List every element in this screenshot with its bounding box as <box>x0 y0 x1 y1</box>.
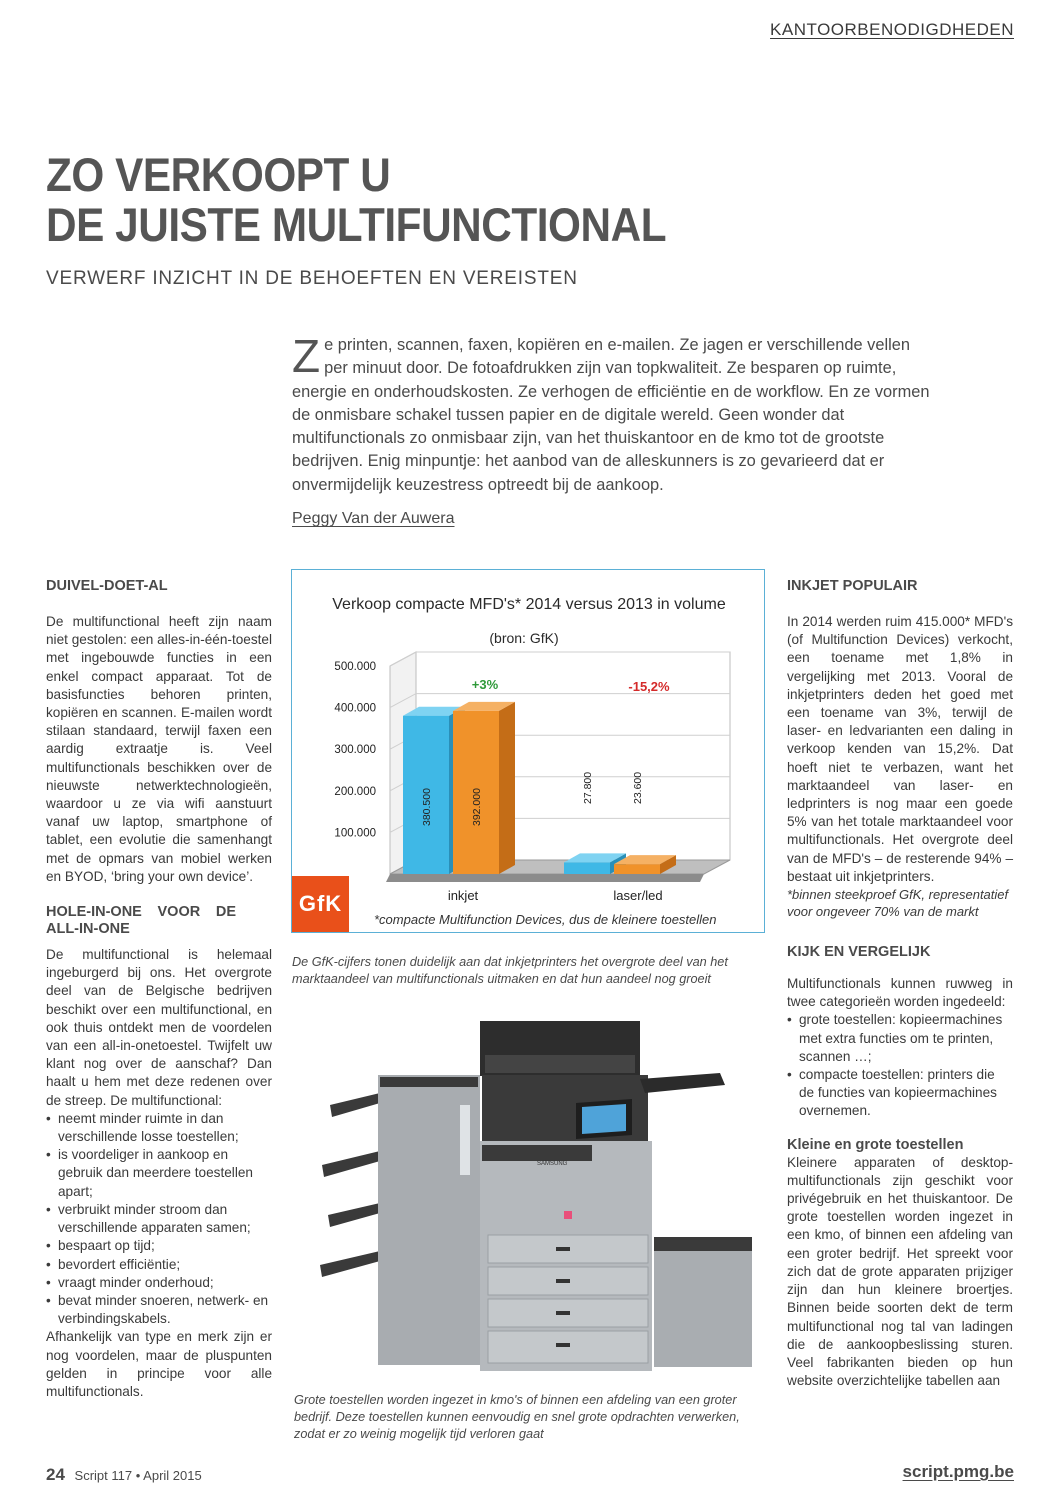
chart-svg <box>292 570 766 934</box>
chart-subtitle: (bron: GfK) <box>489 630 559 646</box>
title-line-1: ZO VERKOOPT U <box>46 148 391 201</box>
page-number: 24 <box>46 1465 65 1484</box>
categories-list <box>787 1011 1013 1120</box>
author-link[interactable]: Peggy Van der Auwera <box>292 510 455 527</box>
paragraph: Multifunctionals kunnen ruwweg in twee categorieën worden ingedeeld: <box>787 976 1013 1010</box>
list-item: • vraagt minder onderhoud; <box>46 1274 272 1292</box>
advantages-list <box>46 1110 272 1328</box>
list-item: • bevat minder snoeren, netwerk- en verbindingskabels. <box>46 1292 272 1328</box>
lead-text: e printen, scannen, faxen, kopiëren en e-mailen. Ze jagen er verschillende vellen per minuut door. De fotoafdrukken zijn van topkwaliteit. Ze besparen op ruimte, energie en onderhoudskosten. Ze verhogen de efficiëntie en de workflow. En ze vormen de onmisbare schakel tussen papier en de digitale wereld. Geen wonder dat multifunctionals zo onmisbaar zijn, van het thuiskantoor en de kmo tot de grootste bedrijven. Enig minpuntje: het aanbod van de alleskunners is zo gevarieerd dat er onvermijdelijk keuzestress optreedt bij de aankoop. <box>292 336 930 494</box>
chart-title: Verkoop compacte MFD's* 2014 versus 2013 in volume <box>332 596 726 613</box>
output-tray <box>640 1073 725 1093</box>
touch-screen <box>582 1104 626 1134</box>
chart-caption: De GfK-cijfers tonen duidelijk aan dat inkjetprinters het overgrote deel van het marktaandeel van multifunctionals uitmaken en dat hun aandeel nog groeit <box>292 955 728 986</box>
list-item: • compacte toestellen: printers die de functies van kopieermachines overnemen. <box>787 1066 1013 1121</box>
y-tick-label: 500.000 <box>334 661 376 673</box>
website-link[interactable]: script.pmg.be <box>902 1462 1014 1481</box>
photo-caption: Grote toestellen worden ingezet in kmo's of binnen een afdeling van een groter bedrijf. Deze toestellen kunnen eenvoudig en snel grote opdrachten verwerken, zodat er zo weinig mogelijk tijd verloren gaat <box>294 1393 740 1441</box>
printer-photo <box>300 1015 760 1385</box>
data-label: 23.600 <box>632 771 644 804</box>
drop-cap: Z <box>292 330 321 382</box>
list-item: • is voordeliger in aankoop en gebruik dan meerdere toestellen apart; <box>46 1146 272 1201</box>
heading-kleine-en-grote: Kleine en grote toestellen <box>787 1136 964 1153</box>
heading-hole-in-one: HOLE-IN-ONE VOOR DE ALL-IN-ONE <box>46 904 236 938</box>
paragraph: In 2014 werden ruim 415.000* MFD's (of Multifunction Devices) verkocht, een toename met 1,8% in vergelijking met 2013. Vooral de inkjetprinters deden het goed met een toename van 3%, terwijl de laser- en ledvarianten een daling in verkoop kenden van 15,2%. Dat hoeft niet te verbazen, want het marktaandeel van laser- en ledprinters is nog maar een goede 5% van het totale marktaandeel voor multifunctionals. Het overgrote deel van de MFD's – de resterende 94% – bestaat uit inkjetprinters. <box>787 614 1013 884</box>
section-tag: KANTOORBENODIGDHEDEN <box>770 20 1014 39</box>
bar-side <box>499 702 515 874</box>
list-item: • grote toestellen: kopieermachines met extra functies om te printen, scannen …; <box>787 1011 1013 1066</box>
data-label: 392.000 <box>471 788 483 826</box>
data-label: 380.500 <box>421 788 433 826</box>
right-column <box>787 578 1013 1390</box>
left-column <box>46 578 272 1401</box>
y-tick-label: 100.000 <box>334 827 376 840</box>
y-tick-label: 400.000 <box>334 702 376 715</box>
title-line-2: DE JUISTE MULTIFUNCTIONAL <box>46 198 667 251</box>
footer-info <box>46 1465 202 1485</box>
gfk-logo: GfK <box>292 876 349 932</box>
chart-floor-edge <box>386 874 704 882</box>
list-item: • neemt minder ruimte in dan verschillende losse toestellen; <box>46 1110 272 1146</box>
article-subtitle: VERWERF INZICHT IN DE BEHOEFTEN EN VEREISTEN <box>46 268 578 289</box>
y-tick-label: 200.000 <box>334 785 376 798</box>
data-label: 27.800 <box>582 771 594 804</box>
issue-label: Script 117 • April 2015 <box>74 1468 202 1483</box>
paragraph: De multifunctional is helemaal ingeburgerd bij ons. Het overgrote deel van de Belgische bedrijven beschikt over een multifunctional, en ook thuis ontdekt men de voordelen van een all-in-onetoestel. Twijfelt uw klant nog over de aanschaf? Dan haalt u hem met deze redenen over de streep. De multifunctional: <box>46 947 272 1108</box>
finisher-trays <box>320 1093 380 1277</box>
category-label: inkjet <box>447 888 479 903</box>
article-title <box>46 150 856 250</box>
lead-paragraph <box>292 330 932 497</box>
list-item: • verbruikt minder stroom dan verschillende apparaten samen; <box>46 1201 272 1237</box>
bar <box>614 864 660 874</box>
y-tick-label: 300.000 <box>334 744 376 757</box>
paragraph: De multifunctional heeft zijn naam niet gestolen: een alles-in-één-toestel met ingebouwde functies in een enkel compact apparaat. Tot de basisfuncties behoren printen, kopiëren en scannen. E-mailen wordt stilaan standaard, terwijl faxen een aardig extraatje is. Veel multifunctionals beschikken over de nieuwste netwerktechnologieën, waardoor u ze via wifi aanstuurt vanaf uw laptop, smartphone of tablet, een evolutie die samenhangt met de opmars van mobiel werken en BYOD, ‘bring your own device’. <box>46 614 272 884</box>
chart-footnote: *compacte Multifunction Devices, dus de kleinere toestellen <box>374 912 717 927</box>
bar <box>564 862 610 874</box>
paper-feeder <box>654 1237 752 1367</box>
footnote: *binnen steekproef GfK, representatief voor ongeveer 70% van de markt <box>787 887 1009 920</box>
list-item: • bevordert efficiëntie; <box>46 1256 272 1274</box>
change-label: +3% <box>471 677 499 692</box>
heading-inkjet-populair: INKJET POPULAIR <box>787 578 918 594</box>
list-item: • bespaart op tijd; <box>46 1237 272 1255</box>
change-label: -15,2% <box>628 679 670 694</box>
category-label: laser/led <box>613 888 663 903</box>
paragraph: Kleinere apparaten of desktop-multifunctionals zijn geschikt voor privégebruik en het thuiskantoor. De grote toestellen worden ingezet in een kmo, of binnen een afdeling van een groter bedrijf. Het spreekt voor zich dat de grote apparaten prijziger zijn dan hun kleinere broertjes. Binnen beide soorten dekt de term multifunctional nog tal van ladingen die de aankoopbeslissing sturen. Veel fabrikanten bieden op hun website overzichtelijke tabellen aan <box>787 1154 1013 1389</box>
sales-chart <box>291 569 765 933</box>
heading-duivel-doet-al: DUIVEL-DOET-AL <box>46 578 168 594</box>
brand-label: SAMSUNG <box>537 1161 568 1167</box>
heading-kijk-en-vergelijk: KIJK EN VERGELIJK <box>787 944 931 961</box>
paragraph: Afhankelijk van type en merk zijn er nog voordelen, maar de pluspunten gelden in principe voor alle multifunctionals. <box>46 1329 272 1399</box>
color-logo <box>564 1211 572 1219</box>
